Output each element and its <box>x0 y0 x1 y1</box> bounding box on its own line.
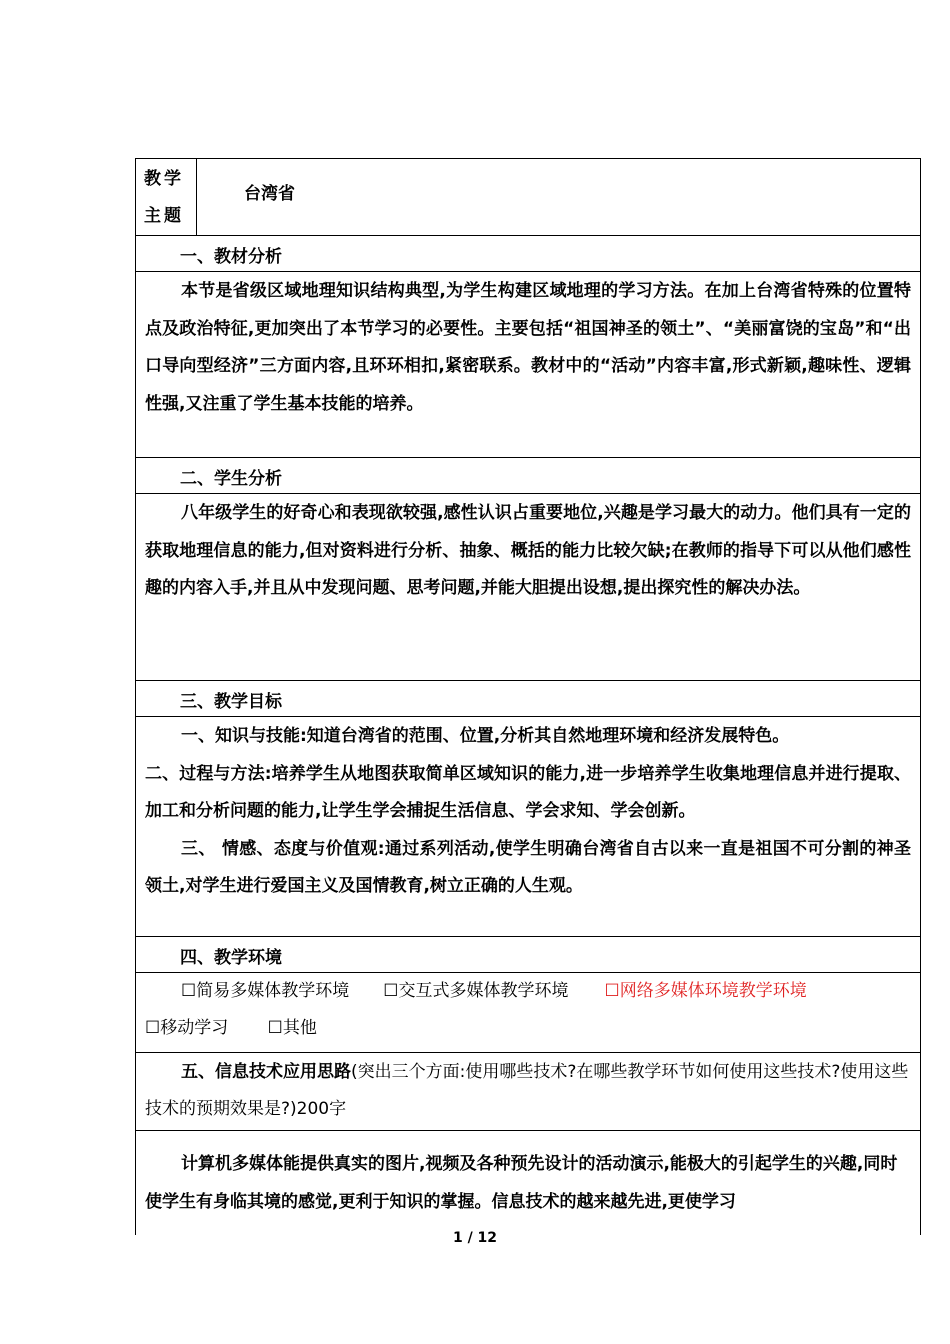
section-heading-it-application <box>136 1053 920 1131</box>
section-heading-environment: 四、教学环境 <box>136 937 920 973</box>
env-option-network-multimedia[interactable]: ☐网络多媒体环境教学环境 <box>604 981 807 1001</box>
env-option-simple-multimedia[interactable]: ☐简易多媒体教学环境 <box>181 981 350 1001</box>
teaching-goals <box>136 717 920 937</box>
topic-label: 教学主题 <box>136 159 197 235</box>
section-heading-materials: 一、教材分析 <box>136 236 920 272</box>
topic-value: 台湾省 <box>244 184 295 204</box>
env-option-interactive-multimedia[interactable]: ☐交互式多媒体教学环境 <box>383 981 569 1001</box>
page-number: 1 / 12 <box>452 1230 498 1246</box>
environment-options <box>136 973 920 1053</box>
section-heading-students: 二、学生分析 <box>136 458 920 494</box>
it-heading-title: 五、信息技术应用思路 <box>181 1062 351 1082</box>
goal-process: 二、过程与方法:培养学生从地图获取简单区域知识的能力,进一步培养学生收集地理信息并进行提取、加工和分析问题的能力,让学生学会捕捉生活信息、学会求知、学会创新。 <box>145 763 911 821</box>
it-application-text: 计算机多媒体能提供真实的图片,视频及各种预先设计的活动演示,能极大的引起学生的兴趣,同时使学生有身临其境的感觉,更利于知识的掌握。信息技术的越来越先进,更使学习 <box>145 1154 898 1212</box>
materials-analysis-text: 本节是省级区域地理知识结构典型,为学生构建区域地理的学习方法。在加上台湾省特殊的位置特点及政治特征,更加突出了本节学习的必要性。主要包括“祖国神圣的领土”、“美丽富饶的宝岛”和“出口导向型经济”三方面内容,且环环相扣,紧密联系。教材中的“活动”内容丰富,形式新颖,趣味性、逻辑性强,又注重了学生基本技能的培养。 <box>136 272 920 458</box>
section-heading-goals: 三、教学目标 <box>136 681 920 717</box>
env-option-mobile-learning[interactable]: ☐移动学习 <box>145 1018 229 1038</box>
goal-knowledge: 一、知识与技能:知道台湾省的范围、位置,分析其自然地理环境和经济发展特色。 <box>181 726 790 746</box>
it-heading-note: (突出三个方面:使用哪些技术?在哪些教学环节如何使用这些技术?使用这些技术的预期效果是?)200字 <box>145 1062 909 1119</box>
env-option-other[interactable]: ☐其他 <box>267 1018 317 1038</box>
lesson-plan-table <box>135 158 921 1235</box>
topic-row <box>136 159 920 236</box>
goal-attitude: 三、 情感、态度与价值观:通过系列活动,使学生明确台湾省自古以来一直是祖国不可分割的神圣领土,对学生进行爱国主义及国情教育,树立正确的人生观。 <box>145 838 911 896</box>
student-analysis-text: 八年级学生的好奇心和表现欲较强,感性认识占重要地位,兴趣是学习最大的动力。他们具有一定的获取地理信息的能力,但对资料进行分析、抽象、概括的能力比较欠缺;在教师的指导下可以从他们感性趣的内容入手,并且从中发现问题、思考问题,并能大胆提出设想,提出探究性的解决办法。 <box>136 494 920 681</box>
